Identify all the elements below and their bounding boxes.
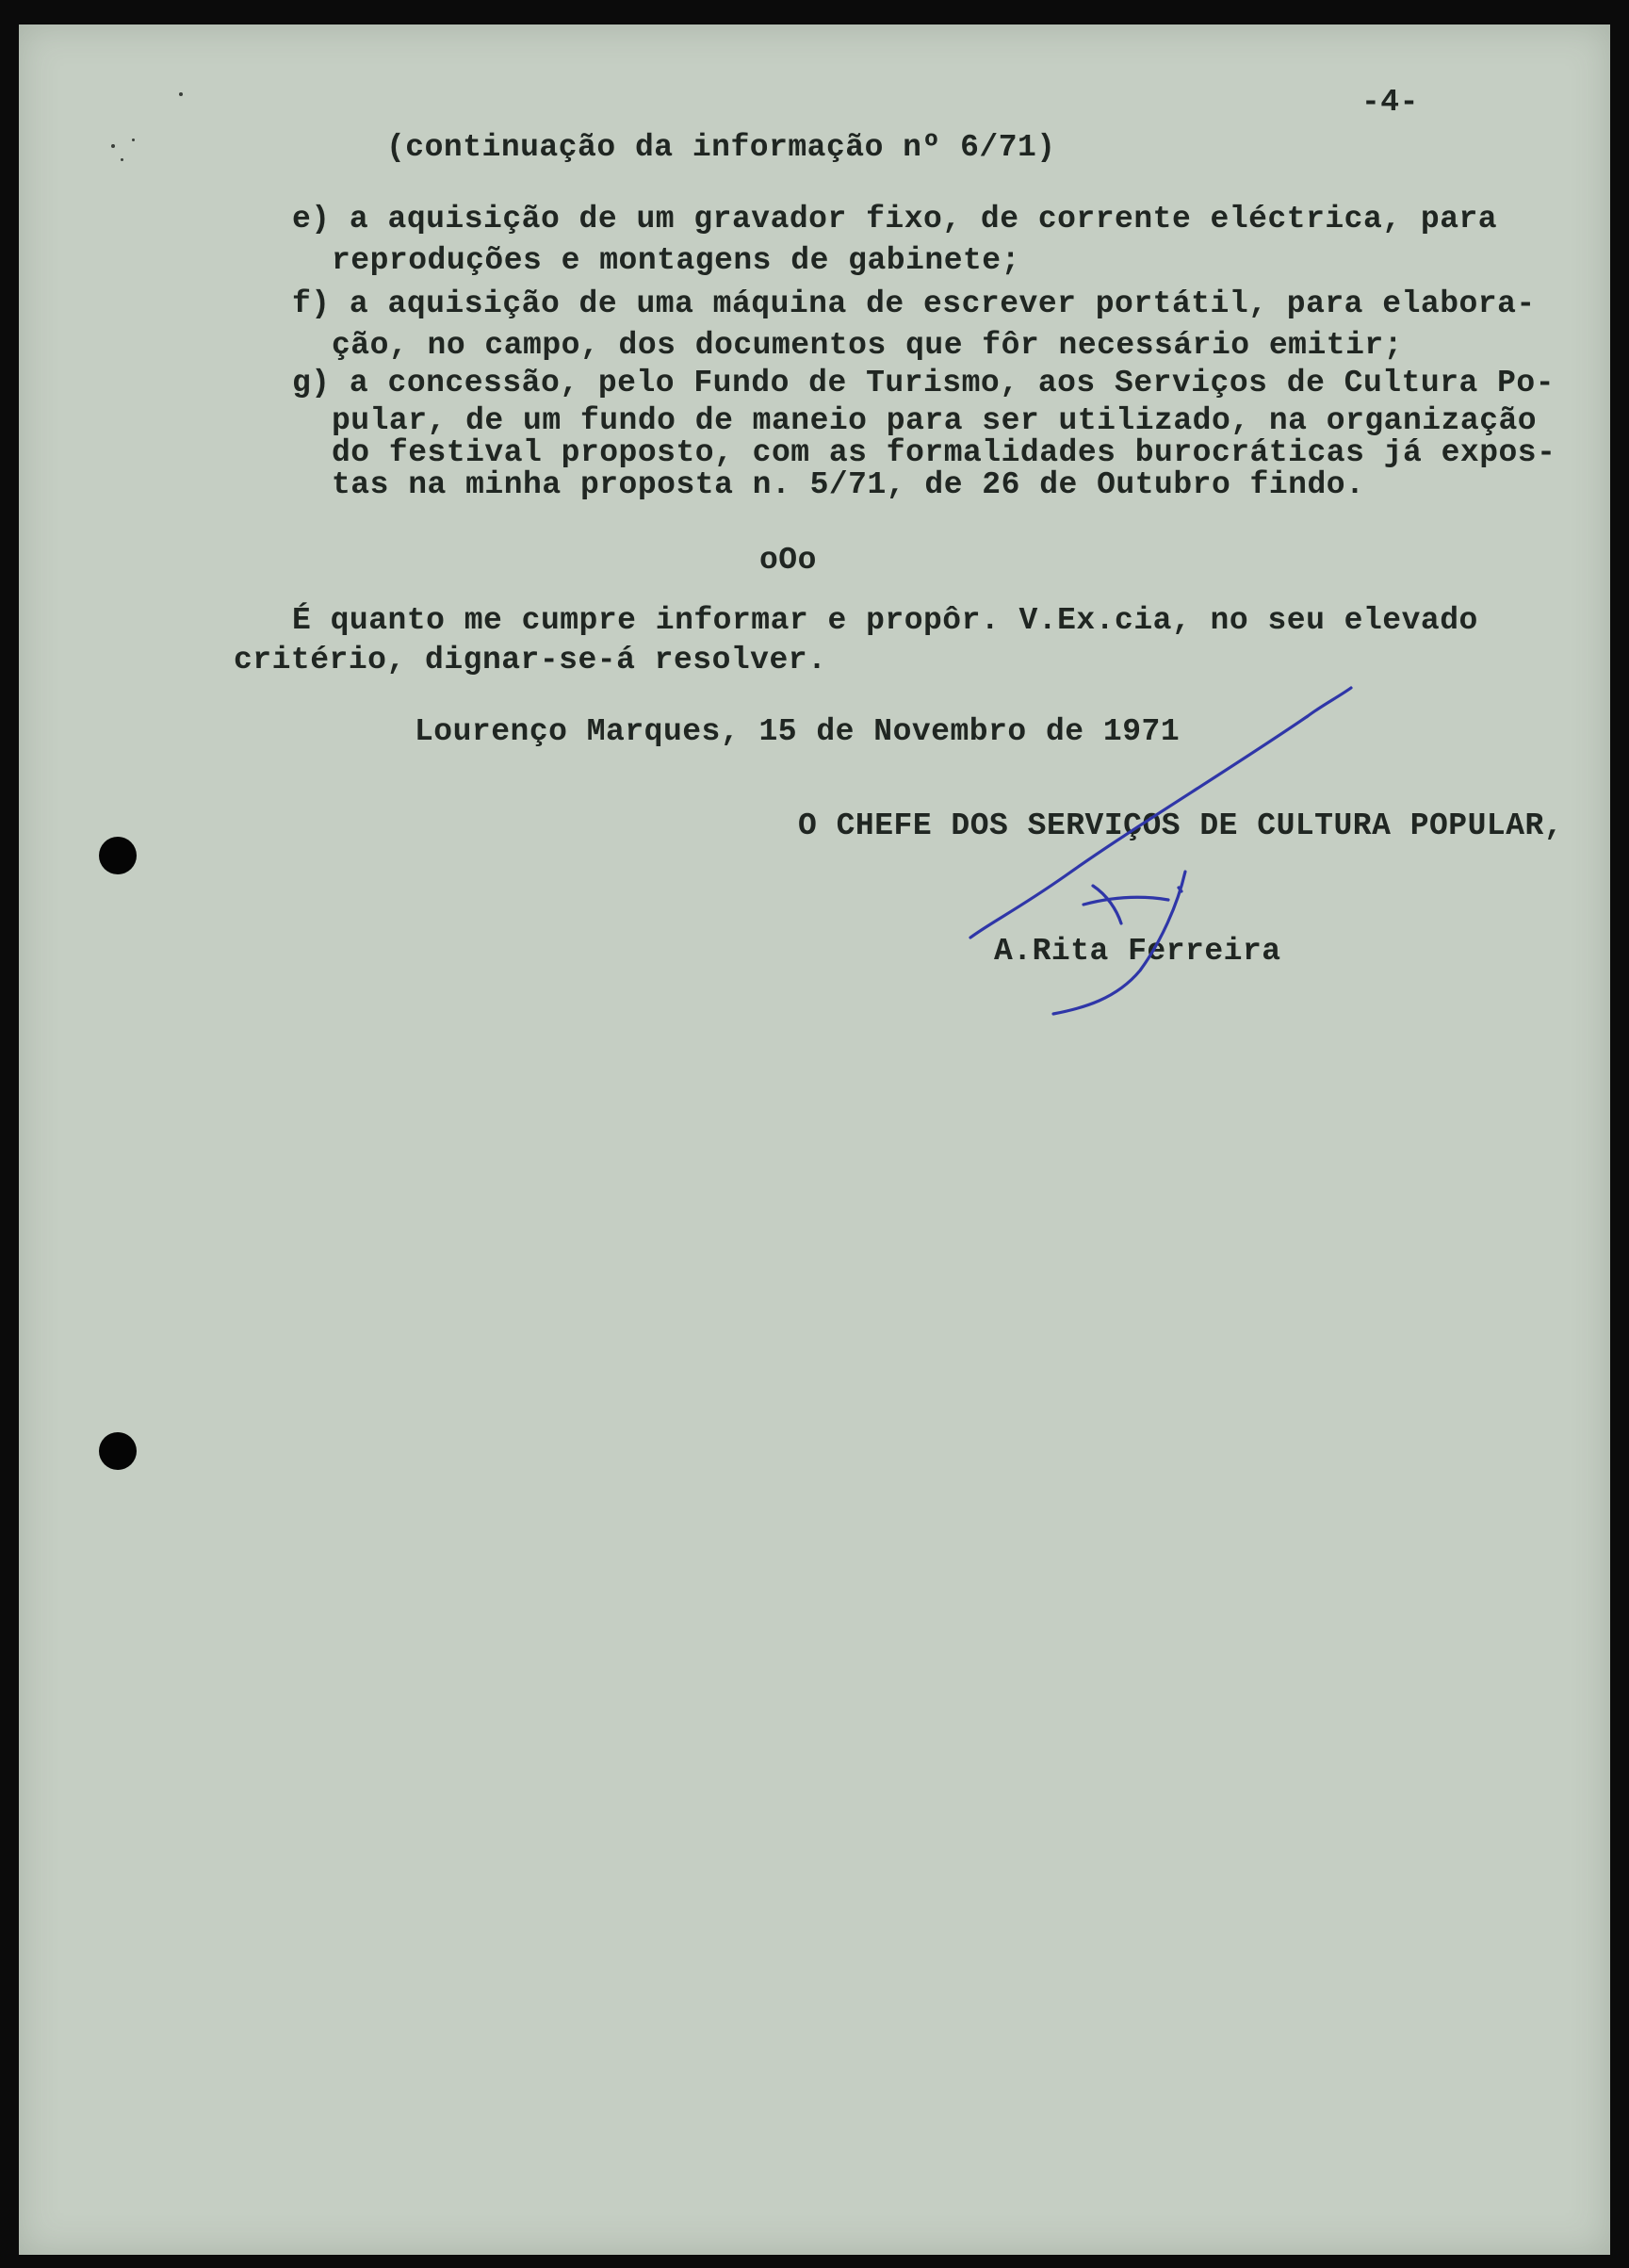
item-e-line-1: e) a aquisição de um gravador fixo, de corrente eléctrica, para (292, 202, 1498, 237)
signatory-name: A.Rita Ferreira (994, 934, 1281, 969)
item-f-line-2: ção, no campo, dos documentos que fôr necessário emitir; (332, 328, 1403, 363)
item-f-line-1: f) a aquisição de uma máquina de escrever portátil, para elabora- (292, 286, 1536, 321)
item-g-line-4: tas na minha proposta n. 5/71, de 26 de Outubro findo. (332, 467, 1365, 502)
page-number: -4- (1361, 85, 1419, 120)
item-g-line-3: do festival proposto, com as formalidades burocráticas já expos- (332, 435, 1556, 470)
place-and-date: Lourenço Marques, 15 de Novembro de 1971 (415, 714, 1181, 749)
item-g-line-2: pular, de um fundo de maneio para ser utilizado, na organização (332, 403, 1538, 438)
signatory-title: O CHEFE DOS SERVIÇOS DE CULTURA POPULAR, (798, 808, 1564, 843)
closing-line-1: É quanto me cumpre informar e propôr. V.Ex.cia, no seu elevado (292, 603, 1478, 638)
document-header: (continuação da informação nº 6/71) (386, 130, 1056, 165)
section-separator: oOo (759, 543, 817, 578)
item-g-line-1: g) a concessão, pelo Fundo de Turismo, aos Serviços de Cultura Po- (292, 366, 1556, 400)
item-e-line-2: reproduções e montagens de gabinete; (332, 243, 1020, 278)
closing-line-2: critério, dignar-se-á resolver. (234, 643, 827, 677)
